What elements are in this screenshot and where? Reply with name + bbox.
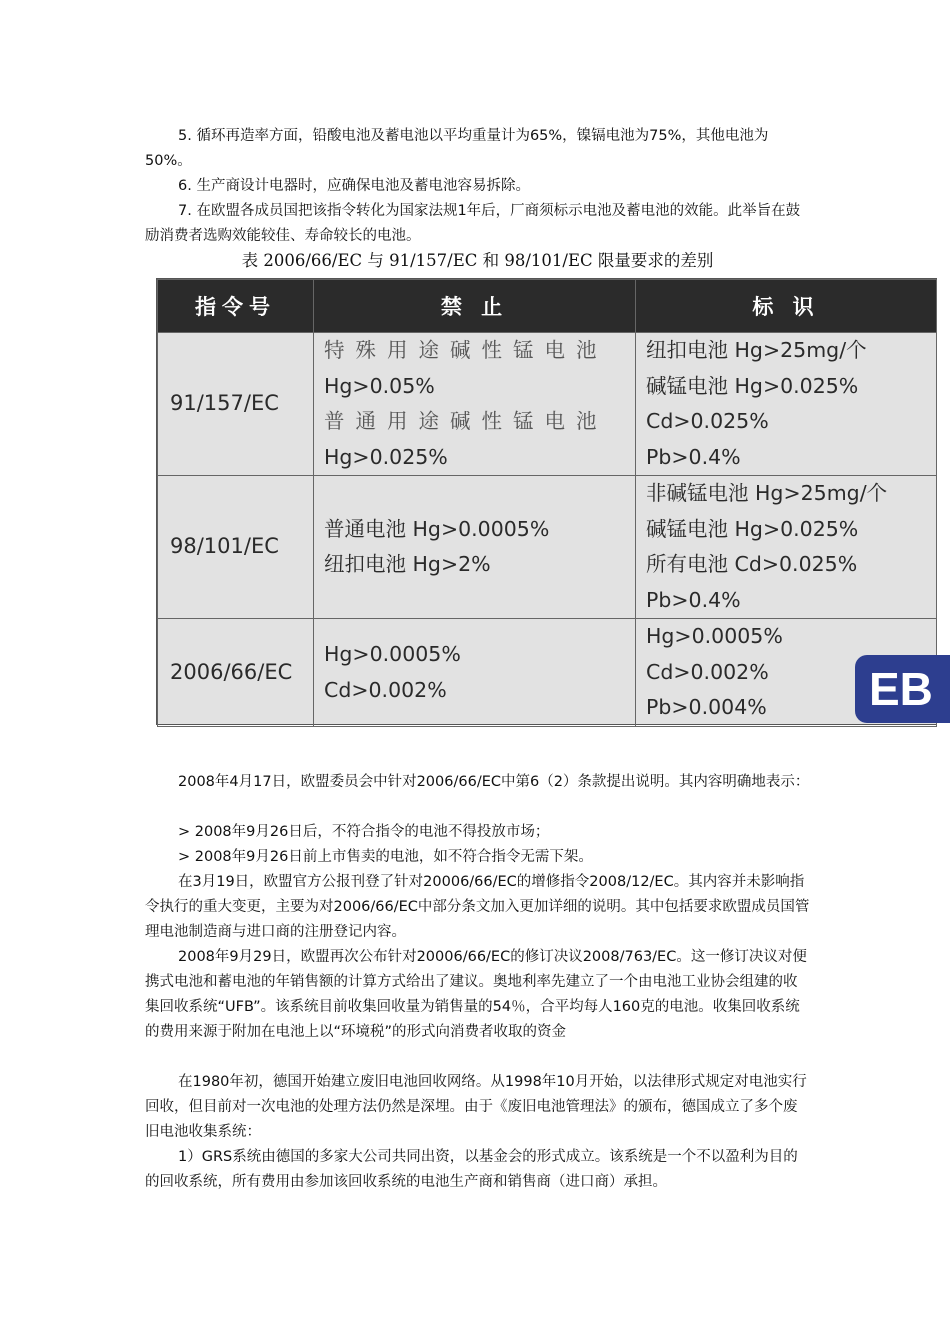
ban-line: Hg>0.05%	[324, 373, 435, 398]
ban-line: Hg>0.025%	[324, 444, 448, 469]
ban-line: 纽扣电池 Hg>2%	[324, 552, 491, 576]
label-line: 碱锰电池 Hg>0.025%	[646, 373, 859, 398]
label-line: Hg>0.0005%	[646, 624, 783, 649]
paragraph-labeling: 7. 在欧盟各成员国把该指令转化为国家法规1年后，厂商须标示电池及蓄电池的效能。此举旨在鼓励消费者选购效能较佳、寿命较长的电池。	[145, 203, 801, 244]
table-row	[158, 333, 937, 476]
label-line: Pb>0.004%	[646, 695, 767, 720]
label-line: 非碱锰电池 Hg>25mg/个	[646, 481, 888, 505]
brand-logo: EB	[855, 655, 950, 723]
label-line: 碱锰电池 Hg>0.025%	[646, 516, 859, 541]
paragraph-grs: 1）GRS系统由德国的多家大公司共同出资，以基金会的形式成立。该系统是一个不以盈利为目的的回收系统，所有费用由参加该回收系统的电池生产商和销售商（进口商）承担。	[145, 1149, 798, 1190]
label-cell	[636, 333, 937, 476]
label-cell	[636, 476, 937, 619]
ban-line: Cd>0.002%	[324, 677, 447, 702]
header-ban: 禁 止	[314, 280, 636, 333]
table-row	[158, 476, 937, 619]
paragraph-germany: 在1980年初，德国开始建立废旧电池回收网络。从1998年10月开始，以法律形式规定对电池实行回收，但目前对一次电池的处理方法仍然是深埋。由于《废旧电池管理法》的颁布，德国成立了多个废旧电池收集系统：	[145, 1074, 807, 1140]
list-item: > 2008年9月26日前上市售卖的电池，如不符合指令无需下架。	[178, 849, 593, 865]
ban-line: 普通电池 Hg>0.0005%	[324, 516, 550, 541]
header-label: 标 识	[636, 280, 937, 333]
label-line: Pb>0.4%	[646, 444, 741, 469]
directive-code: 2006/66/EC	[158, 619, 314, 727]
directive-code: 91/157/EC	[158, 333, 314, 476]
limits-table	[156, 278, 937, 725]
paragraph-design-removal: 6. 生产商设计电器时，应确保电池及蓄电池容易拆除。	[178, 178, 530, 194]
ban-line: 普通用途碱性锰电池	[324, 409, 608, 433]
label-line: Cd>0.002%	[646, 659, 769, 684]
header-directive: 指令号	[158, 280, 314, 333]
ban-cell	[314, 476, 636, 619]
directive-code: 98/101/EC	[158, 476, 314, 619]
label-line: 纽扣电池 Hg>25mg/个	[646, 338, 867, 362]
label-line: 所有电池 Cd>0.025%	[646, 552, 858, 576]
paragraph-revision: 2008年9月29日，欧盟再次公布针对20006/66/EC的修订决议2008/763/EC。这一修订决议对便携式电池和蓄电池的年销售额的计算方式给出了建议。奥地利率先建立了一个由电池工业协会组建的收集回收系统“UFB”。该系统目前收集回收量为销售量的54％，合平均每人160克的电池。收集回收系统的费用来源于附加在电池上以“环境税”的形式向消费者收取的资金	[145, 949, 807, 1040]
label-line: Pb>0.4%	[646, 587, 741, 612]
paragraph-clarification: 2008年4月17日，欧盟委员会中针对2006/66/EC中第6（2）条款提出说明。其内容明确地表示：	[178, 774, 810, 790]
ban-cell	[314, 619, 636, 727]
table-header-row	[158, 280, 937, 333]
table-row	[158, 619, 937, 727]
ban-line: Hg>0.0005%	[324, 642, 461, 666]
table-caption: 表 2006/66/EC 与 91/157/EC 和 98/101/EC 限量要求的差别	[241, 251, 714, 270]
list-item: > 2008年9月26日后，不符合指令的电池不得投放市场；	[178, 824, 550, 840]
ban-cell	[314, 333, 636, 476]
ban-line: 特殊用途碱性锰电池	[324, 338, 608, 362]
paragraph-amendment: 在3月19日，欧盟官方公报刊登了针对20006/66/EC的增修指令2008/12/EC。其内容并未影响指令执行的重大变更，主要为对2006/66/EC中部分条文加入更加详细的说明。其中包括要求欧盟成员国管理电池制造商与进口商的注册登记内容。	[145, 874, 810, 940]
paragraph-recycling-rate: 5. 循环再造率方面，铅酸电池及蓄电池以平均重量计为65%，镍镉电池为75%，其他电池为50%。	[145, 128, 769, 169]
label-line: Cd>0.025%	[646, 409, 769, 433]
